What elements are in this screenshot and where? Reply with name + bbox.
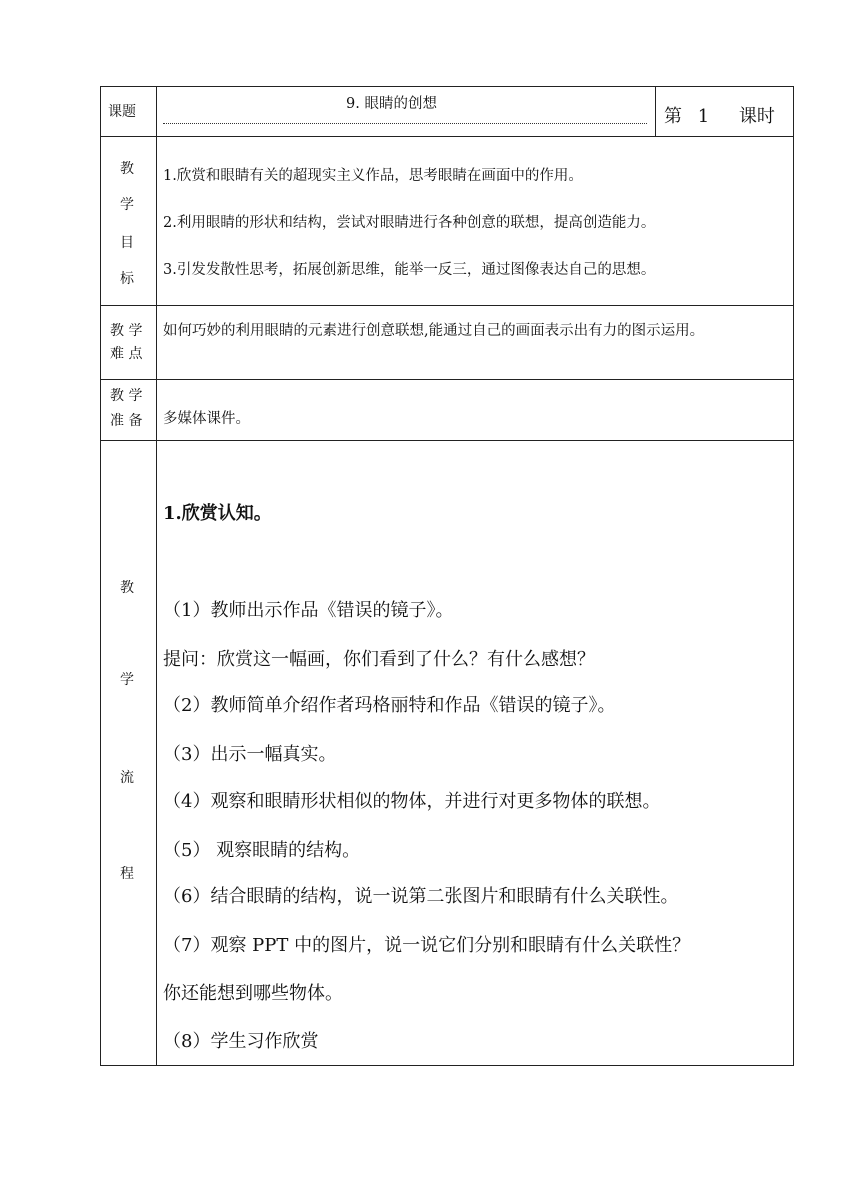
preparation-label-line2: 准 备 [110,413,143,429]
table-border-left [100,86,101,1066]
label-column-divider [156,86,157,1066]
objective-item: 2.利用眼睛的形状和结构，尝试对眼睛进行各种创意的联想，提高创造能力。 [163,215,656,231]
process-label-char: 学 [120,672,134,688]
preparation-label-line1: 教 学 [110,388,143,404]
row-divider-4 [100,440,794,441]
table-border-right [793,86,794,1066]
topic-label: 课题 [108,104,136,120]
process-step: （1）教师出示作品《错误的镜子》。 [163,600,454,621]
lesson-number: 1 [697,106,710,127]
process-label-char: 教 [120,580,134,596]
process-heading: 1.欣赏认知。 [163,503,272,524]
process-step: 你还能想到哪些物体。 [163,983,343,1004]
objective-item: 1.欣赏和眼睛有关的超现实主义作品，思考眼睛在画面中的作用。 [163,168,583,184]
process-step: （5） 观察眼睛的结构。 [163,840,361,861]
lesson-cell-divider [655,86,656,137]
process-label-char: 流 [120,770,134,786]
row-divider-1 [100,136,794,137]
process-step: （6）结合眼睛的结构，说一说第二张图片和眼睛有什么关联性。 [163,886,679,907]
row-divider-2 [100,305,794,306]
difficulty-text: 如何巧妙的利用眼睛的元素进行创意联想,能通过自己的画面表示出有力的图示运用。 [163,323,705,339]
objectives-label-char: 目 [120,235,134,251]
objectives-label-char: 标 [120,271,134,287]
row-divider-3 [100,379,794,380]
process-step: （8）学生习作欣赏 [163,1031,319,1052]
difficulty-label-line2: 难 点 [110,346,143,362]
table-border-bottom [100,1065,794,1066]
process-step: （4）观察和眼睛形状相似的物体，并进行对更多物体的联想。 [163,791,661,812]
objectives-label-char: 学 [120,197,134,213]
process-step: （7）观察 PPT 中的图片，说一说它们分别和眼睛有什么关联性？ [163,935,691,956]
table-border-top [100,86,794,87]
lesson-suffix: 课时 [738,106,775,127]
objectives-label-char: 教 [120,161,134,177]
process-step: （2）教师简单介绍作者玛格丽特和作品《错误的镜子》。 [163,695,616,716]
lesson-count [664,102,775,128]
objective-item: 3.引发发散性思考，拓展创新思维，能举一反三，通过图像表达自己的思想。 [163,262,656,278]
process-step: （3）出示一幅真实。 [163,744,337,765]
process-label-char: 程 [120,866,134,882]
preparation-text: 多媒体课件。 [163,411,250,427]
process-step: 提问：欣赏这一幅画，你们看到了什么？有什么感想？ [163,649,595,670]
lesson-prefix: 第 [664,106,682,127]
page-title: 9. 眼睛的创想 [346,96,437,112]
title-dotted-underline [163,123,647,124]
difficulty-label-line1: 教 学 [110,323,143,339]
